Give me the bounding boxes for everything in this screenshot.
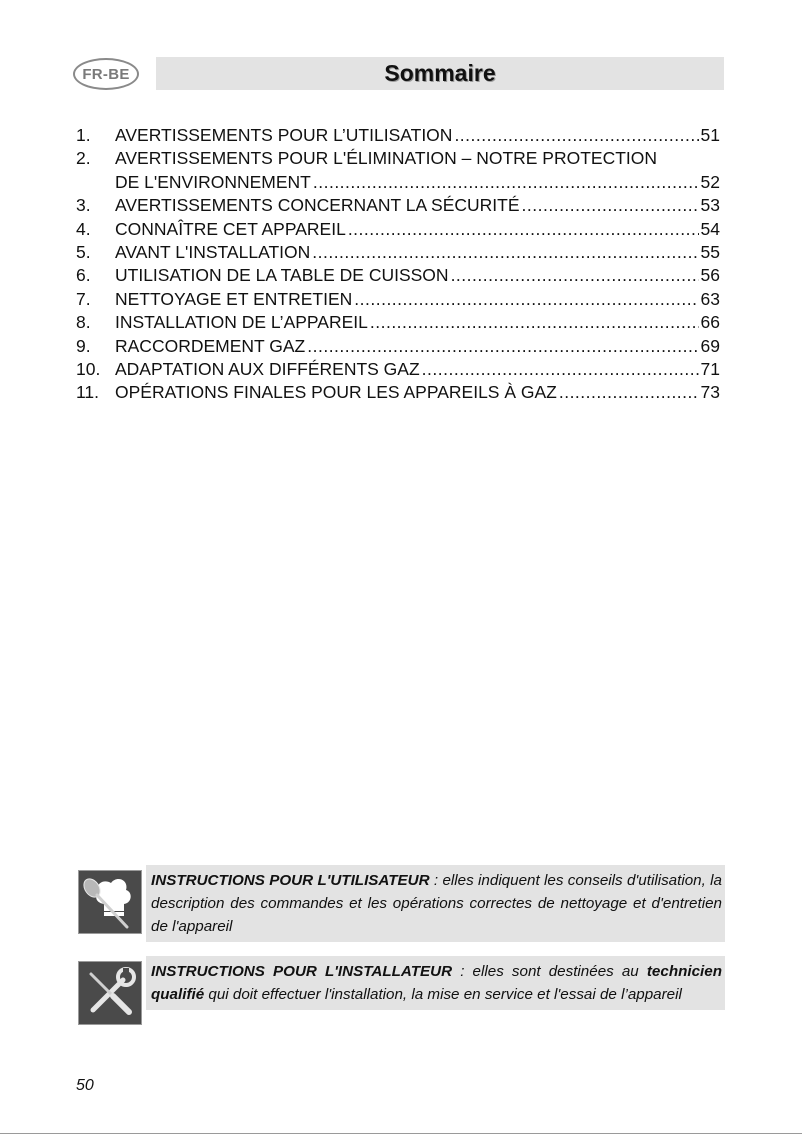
user-instructions-box [146, 865, 725, 942]
toc-number: 2. [76, 148, 91, 169]
toc-leader [312, 241, 698, 264]
toc-leader [451, 264, 699, 287]
toc-page-number: 53 [700, 195, 720, 216]
toc-title: AVERTISSEMENTS CONCERNANT LA SÉCURITÉ [115, 195, 520, 216]
toc-number: 4. [76, 218, 91, 239]
toc-entry[interactable] [76, 147, 720, 170]
toc-number: 3. [76, 195, 91, 216]
toc-page-number: 54 [700, 218, 720, 239]
toc-leader [522, 194, 699, 217]
toc-leader [370, 311, 699, 334]
toc-number: 6. [76, 265, 91, 286]
toc-entry-continuation[interactable] [76, 171, 720, 194]
language-badge-label: FR-BE [82, 65, 130, 83]
user-instructions-body: : elles indiquent les conseils d'utilisation, la description des commandes et les opérations correctes de nettoyage et d'entretien de l'appareil [151, 872, 722, 935]
bottom-rule [0, 1133, 802, 1134]
language-badge [73, 58, 139, 90]
page-number: 50 [76, 1077, 94, 1094]
toc-entry[interactable] [76, 218, 720, 241]
toc-entry[interactable] [76, 241, 720, 264]
toc-leader [422, 358, 699, 381]
installer-instructions-emphasis: technicien qualifié [151, 963, 722, 1003]
toc-entry[interactable] [76, 311, 720, 334]
installer-instructions-text [151, 960, 722, 1006]
toc-page-number: 55 [700, 242, 720, 263]
toc-entry[interactable] [76, 381, 720, 404]
toc-title: CONNAÎTRE CET APPAREIL [115, 218, 346, 239]
toc-entry[interactable] [76, 358, 720, 381]
installer-instructions-body-a: : elles sont destinées au [452, 963, 647, 980]
toc-title: AVANT L'INSTALLATION [115, 242, 311, 263]
toc-page-number: 69 [700, 335, 720, 356]
toc-entry[interactable] [76, 288, 720, 311]
user-instructions-text [151, 869, 722, 938]
toc-entry[interactable] [76, 194, 720, 217]
chef-spoon-icon [78, 870, 142, 934]
toc-page-number: 71 [700, 359, 720, 380]
toc-number: 5. [76, 242, 91, 263]
page-title: Sommaire [384, 60, 496, 86]
toc-entry[interactable] [76, 335, 720, 358]
toc-number: 8. [76, 312, 91, 333]
toc-number: 9. [76, 335, 91, 356]
toc-number: 11. [76, 382, 100, 403]
table-of-contents [76, 124, 720, 405]
toc-page-number: 63 [700, 288, 720, 309]
toc-title-continuation: DE L'ENVIRONNEMENT [115, 171, 311, 192]
toc-title: INSTALLATION DE L’APPAREIL [115, 312, 368, 333]
toc-page-number: 73 [700, 382, 720, 403]
toc-page-number: 66 [700, 312, 720, 333]
toc-entry[interactable] [76, 264, 720, 287]
title-bar [156, 57, 724, 90]
toc-title: OPÉRATIONS FINALES POUR LES APPAREILS À GAZ [115, 382, 557, 403]
toc-leader [354, 288, 698, 311]
toc-page-number: 51 [700, 125, 720, 145]
toc-number: 10. [76, 359, 101, 380]
toc-leader [307, 335, 698, 358]
wrench-screwdriver-icon [78, 961, 142, 1025]
installer-instructions-box [146, 956, 725, 1010]
toc-leader [454, 124, 698, 147]
toc-number: 7. [76, 288, 91, 309]
toc-title: NETTOYAGE ET ENTRETIEN [115, 288, 353, 309]
toc-leader [348, 218, 699, 241]
toc-page-number: 56 [700, 265, 720, 286]
installer-instructions-body-b: qui doit effectuer l'installation, la mise en service et l'essai de l’appareil [204, 986, 682, 1003]
toc-title: AVERTISSEMENTS POUR L’UTILISATION [115, 125, 453, 145]
toc-leader [559, 381, 699, 404]
installer-instructions-heading: INSTRUCTIONS POUR L'INSTALLATEUR [151, 963, 453, 980]
toc-title: ADAPTATION AUX DIFFÉRENTS GAZ [115, 359, 420, 380]
toc-title: RACCORDEMENT GAZ [115, 335, 306, 356]
toc-leader [313, 171, 699, 194]
toc-title: UTILISATION DE LA TABLE DE CUISSON [115, 265, 449, 286]
user-instructions-heading: INSTRUCTIONS POUR L'UTILISATEUR [151, 872, 430, 889]
toc-page-number: 52 [700, 171, 720, 192]
toc-number: 1. [76, 125, 91, 145]
toc-entry[interactable] [76, 124, 720, 147]
toc-title: AVERTISSEMENTS POUR L'ÉLIMINATION – NOTRE PROTECTION [115, 148, 658, 169]
